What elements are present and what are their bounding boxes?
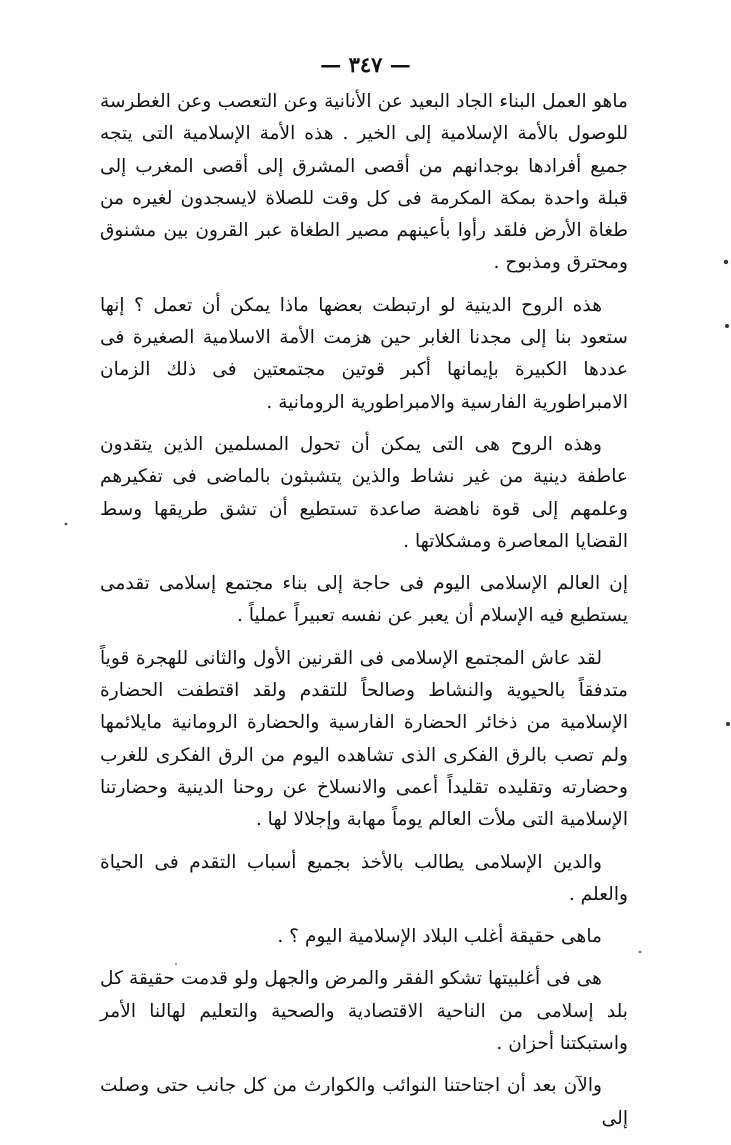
scan-speck xyxy=(639,951,641,953)
paragraph-7: ماهى حقيقة أغلب البلاد الإسلامية اليوم ؟ . xyxy=(277,926,602,948)
scan-speck xyxy=(65,523,68,526)
paragraph-2: هذه الروح الدينية لو ارتبطت بعضها ماذا يمكن أن تعمل ؟ إنها ستعود بنا إلى مجدنا الغابر حين هزمت الأمة الاسلامية الصغيرة فى عددها الكبيرة بإيمانها أكبر قوتين مجتمعتين فى ذلك الزمان الامبراطورية الفارسية والامبراطورية الرومانية . xyxy=(100,294,628,413)
scan-speck xyxy=(725,324,729,328)
page-body xyxy=(100,86,628,1145)
paragraph-9: والآن بعد أن اجتاحتنا النوائب والكوارث من كل جانب حتى وصلت إلى xyxy=(100,1075,628,1129)
page-number: — ٣٤٧ — xyxy=(320,52,411,77)
paragraph-8: هى فى أغلبيتها تشكو الفقر والمرض والجهل ولو قدمت حقيقة كل بلد إسلامى من الناحية الاقتصادية والصحية والتعليم لهالنا الأمر واستبكتنا أحزان . xyxy=(100,968,628,1055)
paragraph-1: ماهو العمل البناء الجاد البعيد عن الأنانية وعن التعصب وعن الغطرسة للوصول بالأمة الإسلامية إلى الخير . هذه الأمة الإسلامية التى يتجه جميع أفرادها بوجدانهم من أقصى المشرق إلى أقصى المغرب إلى قبلة واحدة بمكة المكرمة فى كل وقت للصلاة لايسجدون لغيره من طغاة الأرض فلقد رأوا بأعينهم مصير الطغاة عبر القرون بين مشنوق ومحترق ومذبوح . xyxy=(100,91,628,274)
scan-speck xyxy=(724,260,728,264)
paragraph-5: لقد عاش المجتمع الإسلامى فى القرنين الأول والثانى للهجرة قوياً متدفقاً بالحيوية والنشاط وصالحاً للتقدم ولقد اقتطفت الحضارة الإسلامية من ذخائر الحضارة الفارسية والحضارة الرومانية مايلائمها ولم تصب بالرق الفكرى الذى تشاهده اليوم من الرق الفكرى للغرب وحضارته وتقليده تقليداً أعمى والانسلاخ عن روحنا الدينية وحضارتنا الإسلامية التى ملأت العالم يوماً مهابة وإجلالا لها . xyxy=(100,647,628,831)
paragraph-6: والدين الإسلامى يطالب بالأخذ بجميع أسباب التقدم فى الحياة والعلم . xyxy=(100,851,628,905)
paragraph-4: إن العالم الإسلامى اليوم فى حاجة إلى بناء مجتمع إسلامى تقدمى يستطيع فيه الإسلام أن يعبر عن نفسه تعبيراً عملياً . xyxy=(100,573,628,627)
scan-speck xyxy=(726,722,730,726)
paragraph-3: وهذه الروح هى التى يمكن أن تحول المسلمين الذين يتقدون عاطفة دينية من غير نشاط والذين يتشبثون بالماضى فى تفكيرهم وعلمهم إلى قوة ناهضة صاعدة تستطيع أن تشق طريقها وسط القضايا المعاصرة ومشكلاتها . xyxy=(100,433,628,552)
